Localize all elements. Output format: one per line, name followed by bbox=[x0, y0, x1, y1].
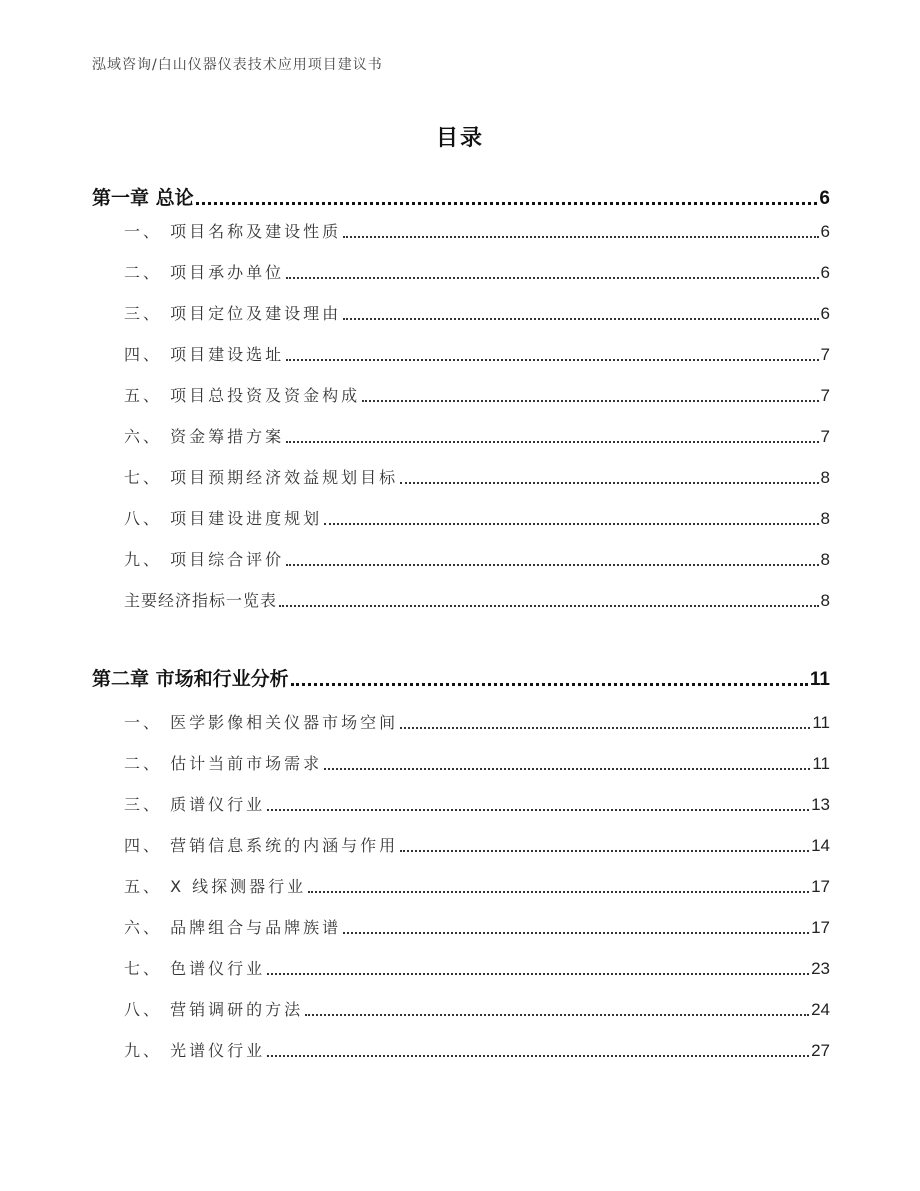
toc-entry[interactable] bbox=[124, 588, 830, 611]
toc-label: 一、 项目名称及建设性质 bbox=[124, 222, 342, 241]
toc-label: 七、 项目预期经济效益规划目标 bbox=[124, 468, 399, 487]
dot-leader bbox=[267, 808, 809, 811]
toc-entry[interactable] bbox=[124, 506, 830, 529]
toc-entry[interactable] bbox=[124, 710, 830, 733]
toc-entry[interactable] bbox=[124, 301, 830, 324]
toc-page: 8 bbox=[820, 509, 830, 528]
toc-entry[interactable] bbox=[124, 424, 830, 447]
dot-leader bbox=[324, 522, 818, 525]
toc-label: 七、 色谱仪行业 bbox=[124, 959, 266, 978]
toc-entry[interactable] bbox=[124, 465, 830, 488]
dot-leader bbox=[308, 890, 809, 893]
dot-leader bbox=[286, 276, 818, 279]
toc-label: 三、 项目定位及建设理由 bbox=[124, 304, 342, 323]
toc-label: 四、 营销信息系统的内涵与作用 bbox=[124, 836, 399, 855]
dot-leader bbox=[286, 440, 818, 443]
dot-leader bbox=[400, 481, 818, 484]
toc-label: 五、 项目总投资及资金构成 bbox=[124, 386, 361, 405]
toc-label: 第二章 市场和行业分析 bbox=[92, 668, 289, 690]
toc-entry[interactable] bbox=[124, 833, 830, 856]
toc-page: 17 bbox=[811, 877, 830, 896]
toc-label: 二、 项目承办单位 bbox=[124, 263, 285, 282]
toc-page: 27 bbox=[811, 1041, 830, 1060]
dot-leader bbox=[400, 726, 810, 729]
dot-leader bbox=[196, 201, 818, 205]
toc-page: 6 bbox=[820, 222, 830, 241]
toc-label: 九、 项目综合评价 bbox=[124, 550, 285, 569]
toc-entry[interactable] bbox=[124, 874, 830, 897]
toc-label: 六、 品牌组合与品牌族谱 bbox=[124, 918, 342, 937]
toc-page: 11 bbox=[812, 713, 830, 732]
dot-leader bbox=[400, 849, 809, 852]
toc-page: 13 bbox=[811, 795, 830, 814]
toc-entry[interactable] bbox=[124, 1038, 830, 1061]
toc-label: 主要经济指标一览表 bbox=[124, 591, 278, 610]
toc-label: 二、 估计当前市场需求 bbox=[124, 754, 323, 773]
toc-page: 11 bbox=[812, 754, 830, 773]
toc-label: 八、 营销调研的方法 bbox=[124, 1000, 304, 1019]
toc-page: 6 bbox=[820, 263, 830, 282]
toc-page: 23 bbox=[811, 959, 830, 978]
dot-leader bbox=[267, 1054, 809, 1057]
dot-leader bbox=[279, 604, 819, 607]
toc-title: 目录 bbox=[435, 126, 484, 151]
dot-leader bbox=[343, 317, 818, 320]
toc-entry[interactable] bbox=[124, 956, 830, 979]
toc-page: 8 bbox=[820, 591, 830, 610]
toc-page: 7 bbox=[820, 345, 830, 364]
toc-entry[interactable] bbox=[124, 915, 830, 938]
toc-entry[interactable] bbox=[124, 792, 830, 815]
toc-label: 五、 X 线探测器行业 bbox=[124, 877, 307, 896]
dot-leader bbox=[362, 399, 818, 402]
page-header: 泓域咨询/白山仪器仪表技术应用项目建议书 bbox=[92, 57, 383, 73]
toc-label: 四、 项目建设选址 bbox=[124, 345, 285, 364]
dot-leader bbox=[305, 1013, 809, 1016]
toc-page: 11 bbox=[809, 669, 830, 690]
toc-chapter-1[interactable] bbox=[92, 183, 830, 210]
toc-entry[interactable] bbox=[124, 219, 830, 242]
toc-label: 一、 医学影像相关仪器市场空间 bbox=[124, 713, 399, 732]
toc-entry[interactable] bbox=[124, 342, 830, 365]
dot-leader bbox=[286, 563, 818, 566]
toc-page: 6 bbox=[819, 188, 830, 209]
toc-label: 九、 光谱仪行业 bbox=[124, 1041, 266, 1060]
toc-chapter-2[interactable] bbox=[92, 664, 830, 691]
toc-page: 6 bbox=[820, 304, 830, 323]
dot-leader bbox=[324, 767, 810, 770]
toc-page: 7 bbox=[820, 386, 830, 405]
toc-page: 8 bbox=[820, 468, 830, 487]
dot-leader bbox=[343, 931, 809, 934]
toc-label: 第一章 总论 bbox=[92, 187, 194, 209]
toc-page: 8 bbox=[820, 550, 830, 569]
toc-page: 17 bbox=[811, 918, 830, 937]
dot-leader bbox=[267, 972, 809, 975]
dot-leader bbox=[343, 235, 818, 238]
dot-leader bbox=[291, 682, 808, 686]
toc-entry[interactable] bbox=[124, 997, 830, 1020]
toc-label: 三、 质谱仪行业 bbox=[124, 795, 266, 814]
toc-page: 14 bbox=[811, 836, 830, 855]
toc-label: 六、 资金筹措方案 bbox=[124, 427, 285, 446]
toc-entry[interactable] bbox=[124, 260, 830, 283]
dot-leader bbox=[286, 358, 818, 361]
toc-entry[interactable] bbox=[124, 383, 830, 406]
toc-page: 7 bbox=[820, 427, 830, 446]
toc-entry[interactable] bbox=[124, 547, 830, 570]
toc-page: 24 bbox=[811, 1000, 830, 1019]
toc-label: 八、 项目建设进度规划 bbox=[124, 509, 323, 528]
toc-entry[interactable] bbox=[124, 751, 830, 774]
